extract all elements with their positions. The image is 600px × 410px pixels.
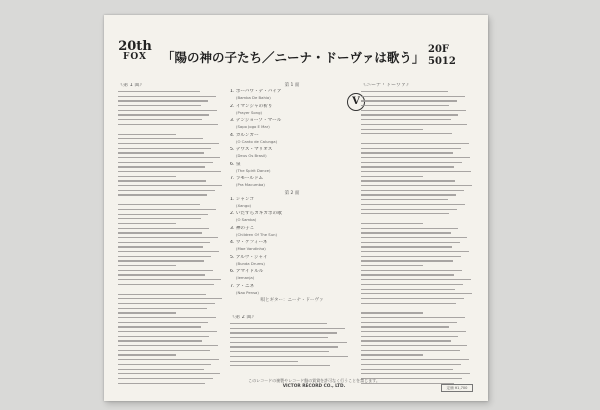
text-line	[118, 194, 207, 195]
text-line	[361, 265, 423, 266]
track-item	[230, 89, 354, 104]
text-line	[230, 346, 338, 347]
track-title-jp: 3. 神の子こ	[230, 225, 255, 231]
left-heading: 《第 1 面》	[118, 83, 145, 88]
track-item	[230, 255, 354, 270]
text-line	[361, 350, 460, 351]
text-line	[118, 345, 218, 346]
text-line	[361, 157, 470, 158]
track-item	[230, 197, 354, 212]
track-item	[230, 240, 354, 255]
text-line	[118, 162, 213, 163]
text-line	[118, 274, 205, 275]
text-line	[118, 157, 220, 158]
text-line	[361, 152, 453, 153]
text-line	[361, 119, 451, 120]
track-title-jp: 7. ア・ニネ	[230, 283, 255, 289]
track-title-en: (The Spirit Dance)	[236, 167, 271, 173]
text-line	[118, 166, 205, 167]
text-line	[118, 171, 221, 172]
track-item	[230, 211, 354, 226]
text-line	[361, 260, 453, 261]
text-line	[118, 312, 176, 313]
text-line	[361, 213, 449, 214]
text-line	[361, 194, 456, 195]
text-line	[230, 351, 329, 352]
text-line	[118, 91, 200, 92]
text-line	[361, 312, 423, 313]
text-line	[118, 218, 201, 219]
text-line	[118, 204, 200, 205]
text-line	[361, 256, 461, 257]
text-line	[230, 323, 327, 324]
text-line	[118, 336, 209, 337]
text-line	[118, 369, 204, 370]
text-line	[361, 199, 448, 200]
text-line	[118, 152, 204, 153]
company-name: VICTOR RECORD CO., LTD.	[282, 384, 346, 389]
track-title-jp: 5. デウス・マリオス	[230, 147, 273, 152]
text-line	[118, 105, 201, 106]
text-line	[118, 228, 209, 229]
text-line	[361, 185, 472, 186]
text-line	[361, 359, 469, 360]
text-line	[361, 105, 449, 106]
text-line	[118, 110, 217, 111]
text-line	[361, 364, 461, 365]
text-line	[361, 369, 453, 370]
text-line	[361, 289, 455, 290]
text-line	[361, 129, 423, 130]
text-line	[361, 284, 463, 285]
text-line	[361, 190, 464, 191]
text-line	[361, 246, 452, 247]
text-line	[118, 383, 205, 384]
text-line	[361, 298, 464, 299]
catalog-code: 5012	[428, 56, 456, 67]
track-title-jp: 2. イマンジャの祈り	[230, 103, 273, 109]
text-line	[361, 322, 457, 323]
text-line	[361, 162, 462, 163]
track-title-en: (Deus Os Brasil)	[236, 153, 267, 158]
footer	[214, 378, 414, 390]
text-line	[361, 110, 466, 111]
track-title-jp: 2. いたずらカキカボの歌	[230, 211, 282, 216]
text-line	[361, 279, 471, 280]
text-line	[361, 96, 465, 97]
text-line	[361, 133, 452, 134]
text-line	[118, 100, 208, 101]
price-label: 定価 ¥1,700	[441, 384, 473, 392]
liner-notes-left	[118, 83, 223, 387]
text-line	[361, 171, 471, 172]
text-line	[361, 354, 423, 355]
track-title-jp: 4. カルンガー	[230, 132, 259, 138]
text-line	[118, 242, 210, 243]
text-line	[118, 308, 207, 309]
text-line	[118, 209, 216, 210]
text-line	[118, 96, 216, 97]
text-line	[118, 265, 176, 266]
logo-name: FOX	[122, 52, 148, 62]
track-item	[230, 269, 354, 284]
text-line	[118, 354, 176, 355]
track-title-jp: 4. ウ・ケフィーネ	[230, 240, 268, 245]
text-line	[118, 214, 208, 215]
text-line	[361, 336, 458, 337]
text-line	[230, 328, 345, 329]
track-item	[230, 284, 354, 299]
text-line	[361, 326, 449, 327]
text-line	[361, 340, 451, 341]
liner-notes-right	[361, 83, 473, 387]
text-line	[230, 337, 328, 338]
text-line	[361, 100, 457, 101]
text-line	[118, 176, 176, 177]
text-line	[361, 317, 465, 318]
text-line	[118, 246, 203, 247]
text-line	[118, 364, 211, 365]
track-title-en: (Sapo Jogo E Mar)	[236, 124, 270, 129]
copyright-note: このレコードの複製やレコード盤の賃貸を許可なく行うことを禁じます。	[248, 378, 380, 383]
text-line	[361, 331, 466, 332]
text-line	[118, 256, 211, 257]
text-line	[118, 373, 220, 374]
text-line	[118, 148, 211, 149]
text-line	[118, 322, 208, 323]
text-line	[118, 138, 203, 139]
text-line	[361, 209, 457, 210]
text-line	[118, 331, 217, 332]
text-line	[361, 166, 454, 167]
right-heading: 《ニーナ・ドーヴァ》	[361, 83, 411, 88]
track-title-en: (Bamba De Bahia)	[236, 95, 271, 100]
text-line	[118, 190, 215, 191]
text-line	[118, 223, 176, 224]
track-title-en: (O Samba)	[236, 217, 257, 222]
track-title-en: (Nao Pensa)	[236, 289, 259, 295]
text-line	[118, 124, 218, 125]
track-title-jp: 6. アマイドルル	[230, 269, 264, 274]
text-line	[361, 237, 467, 238]
text-line	[118, 294, 206, 295]
text-line	[361, 293, 472, 294]
track-title-en: (O Canto de Calunga)	[236, 138, 278, 144]
record-back-cover	[104, 15, 488, 401]
track-title-en: (Xango)	[236, 202, 252, 208]
track-item	[230, 226, 354, 241]
text-line	[118, 114, 209, 115]
text-line	[118, 298, 222, 299]
track-title-en: (Pra Macumba)	[236, 182, 265, 187]
track-title-en: (Iemanja)	[236, 275, 255, 280]
text-line	[230, 342, 347, 343]
text-line	[118, 180, 206, 181]
text-line	[361, 223, 423, 224]
track-item	[230, 133, 354, 148]
fox-logo	[114, 39, 156, 62]
text-line	[118, 350, 210, 351]
album-title: 「陽の神の子たち／ニーナ・ドーヴァは歌う」	[162, 50, 425, 65]
text-line	[118, 317, 216, 318]
track-title-jp: 3. デンジョーゾ・マール	[230, 118, 282, 123]
text-line	[230, 356, 348, 357]
text-line	[118, 303, 215, 304]
text-line	[361, 143, 469, 144]
text-line	[118, 237, 218, 238]
track-title-en: (Mae Vandinha)	[236, 246, 266, 251]
track-item	[230, 104, 354, 119]
text-line	[361, 251, 469, 252]
singer-line: 唄とギター：ニーナ・ドーヴァ	[260, 298, 324, 303]
text-line	[118, 185, 222, 186]
tracklist	[230, 83, 354, 313]
track-title-jp: 5. アルヴ・ジャイ	[230, 254, 268, 260]
track-title-jp: 1. ボーバウ・デ・バイア	[230, 89, 282, 94]
text-line	[361, 204, 465, 205]
logo-number: 20th	[118, 39, 152, 54]
track-item	[230, 147, 354, 162]
text-line	[361, 373, 470, 374]
text-line	[118, 378, 213, 379]
text-line	[361, 242, 460, 243]
text-line	[118, 284, 214, 285]
text-line	[361, 148, 461, 149]
track-title-jp: 7. ラモールドム	[230, 176, 264, 181]
liner-notes-middle	[230, 315, 354, 370]
text-line	[118, 251, 219, 252]
catalog-prefix: 20F	[428, 44, 450, 55]
text-line	[230, 361, 298, 362]
text-line	[118, 279, 221, 280]
text-line	[361, 274, 454, 275]
track-title-en: (Prayer Song)	[236, 109, 262, 115]
track-title-en: (Children Of The Sun)	[236, 231, 277, 237]
text-line	[118, 359, 219, 360]
track-title-en: (Bunda Drums)	[236, 260, 265, 266]
text-line	[118, 260, 204, 261]
text-line	[361, 228, 458, 229]
text-line	[118, 232, 202, 233]
catalog-number	[428, 44, 480, 68]
text-line	[361, 114, 458, 115]
text-line	[361, 303, 456, 304]
track-item	[230, 118, 354, 133]
text-line	[118, 340, 202, 341]
victor-v-badge: V	[347, 93, 365, 111]
text-line	[118, 326, 201, 327]
side-b-label: 第 2 面	[284, 190, 300, 196]
text-line	[230, 332, 337, 333]
text-line	[361, 180, 455, 181]
text-line	[118, 270, 213, 271]
track-item	[230, 162, 354, 177]
text-line	[361, 270, 462, 271]
middle-heading: 《第 2 面》	[230, 315, 257, 320]
text-line	[118, 119, 202, 120]
text-line	[361, 91, 448, 92]
track-item	[230, 176, 354, 191]
text-line	[361, 124, 467, 125]
text-line	[361, 345, 467, 346]
track-title-jp: 6. 泉	[230, 161, 241, 167]
text-line	[361, 232, 451, 233]
side-a-label: 第 1 面	[284, 83, 300, 88]
track-title-jp: 1. シャンゴ	[230, 196, 255, 202]
text-line	[118, 134, 176, 135]
text-line	[230, 365, 330, 366]
text-line	[361, 176, 423, 177]
text-line	[118, 143, 219, 144]
